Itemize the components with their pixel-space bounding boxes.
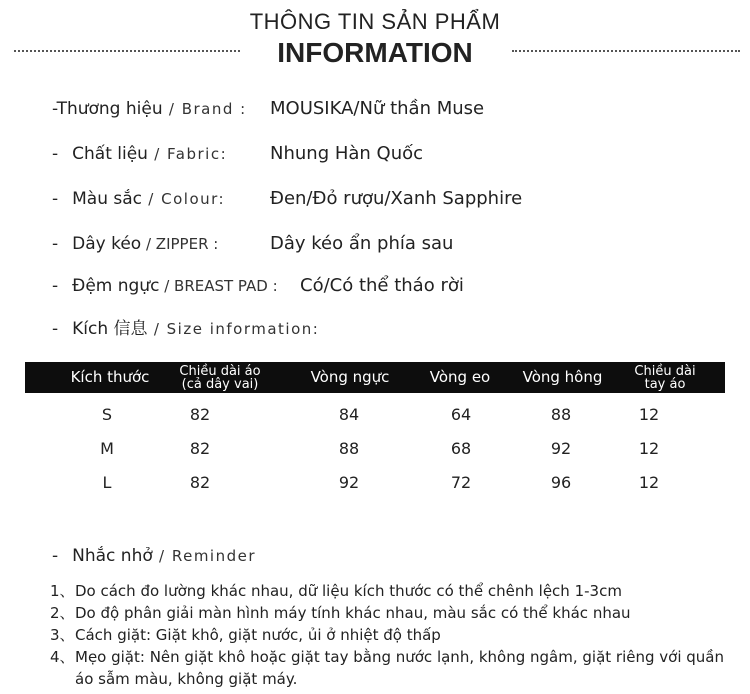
column-header-bust: Vòng ngực: [310, 368, 390, 386]
table-cell: 12: [638, 473, 660, 492]
page-header: [0, 8, 750, 70]
spec-value: Nhung Hàn Quốc: [270, 143, 424, 164]
spec-prefix: -: [52, 189, 59, 209]
table-cell: 88: [338, 439, 360, 458]
column-header-sleeve: Chiều dài tay áo: [634, 364, 696, 392]
table-cell: 12: [638, 439, 660, 458]
table-cell: 84: [338, 405, 360, 424]
spec-prefix: -: [52, 319, 59, 339]
spec-prefix: -: [52, 99, 57, 119]
column-header-waist: Vòng eo: [429, 368, 491, 386]
spec-label-vn: Thương hiệu: [56, 99, 163, 119]
table-cell: L: [102, 473, 112, 492]
spec-value: Có/Có thể tháo rời: [300, 275, 464, 296]
reminder-notes: [50, 580, 740, 690]
spec-prefix: -: [52, 276, 59, 296]
list-item: [50, 624, 740, 646]
dotted-divider-right: [512, 50, 740, 52]
spec-prefix: -: [52, 234, 59, 254]
spec-label-en: / Fabric:: [147, 145, 228, 163]
table-row: [25, 466, 725, 500]
table-cell: 92: [550, 439, 572, 458]
dotted-divider-left: [14, 50, 240, 52]
table-cell: 72: [450, 473, 472, 492]
note-number: 3、: [50, 626, 75, 644]
spec-value: Đen/Đỏ rượu/Xanh Sapphire: [270, 188, 523, 209]
reminder-heading: [52, 543, 256, 569]
column-header-size: Kích thước: [70, 368, 150, 386]
note-text: Do cách đo lường khác nhau, dữ liệu kích thước có thể chênh lệch 1-3cm: [75, 582, 622, 600]
note-text: Mẹo giặt: Nên giặt khô hoặc giặt tay bằng nước lạnh, không ngâm, giặt riêng với quần áo sẫm màu, không giặt máy.: [75, 648, 724, 688]
reminder-label-vn: Nhắc nhở: [72, 546, 153, 566]
note-number: 2、: [50, 604, 75, 622]
list-item: [50, 602, 740, 624]
spec-value: MOUSIKA/Nữ thần Muse: [270, 98, 485, 119]
spec-label-vn: Đệm ngực: [72, 276, 160, 296]
table-cell: 82: [189, 473, 211, 492]
note-number: 1、: [50, 582, 75, 600]
column-header-hip: Vòng hông: [522, 368, 603, 386]
title-vietnamese: THÔNG TIN SẢN PHẨM: [249, 9, 501, 34]
table-row: [25, 398, 725, 432]
table-cell: 96: [550, 473, 572, 492]
size-table: [25, 362, 725, 500]
spec-label-en: / Colour:: [142, 190, 226, 208]
reminder-label-en: / Reminder: [152, 547, 257, 565]
list-item: [50, 580, 740, 602]
size-table-header: [25, 362, 725, 393]
spec-label-vn: Màu sắc: [72, 189, 143, 209]
list-item: [50, 646, 740, 690]
spec-label-vn: Dây kéo: [72, 234, 142, 254]
note-text: Cách giặt: Giặt khô, giặt nước, ủi ở nhiệt độ thấp: [75, 626, 441, 644]
table-cell: 82: [189, 405, 211, 424]
table-cell: 82: [189, 439, 211, 458]
note-text: Do độ phân giải màn hình máy tính khác nhau, màu sắc có thể khác nhau: [75, 604, 631, 622]
spec-label-vn: Chất liệu: [72, 144, 148, 164]
table-cell: 12: [638, 405, 660, 424]
table-cell: M: [100, 439, 114, 458]
spec-label-en: / Brand :: [162, 100, 247, 118]
title-english: INFORMATION: [277, 37, 473, 68]
table-cell: S: [101, 405, 113, 424]
table-row: [25, 432, 725, 466]
spec-value: Dây kéo ẩn phía sau: [270, 233, 454, 254]
spec-label-en: / Size information:: [147, 320, 320, 338]
spec-prefix: -: [52, 144, 59, 164]
table-cell: 88: [550, 405, 572, 424]
column-header-length: Chiều dài áo (cả dây vai): [179, 364, 261, 392]
note-number: 4、: [50, 648, 75, 666]
table-cell: 92: [338, 473, 360, 492]
spec-label-en: / BREAST PAD :: [159, 277, 278, 295]
reminder-prefix: -: [52, 546, 59, 566]
spec-label-vn: Kích 信息: [72, 319, 148, 339]
table-cell: 64: [450, 405, 472, 424]
spec-label-en: / ZIPPER :: [141, 235, 219, 253]
table-cell: 68: [450, 439, 472, 458]
